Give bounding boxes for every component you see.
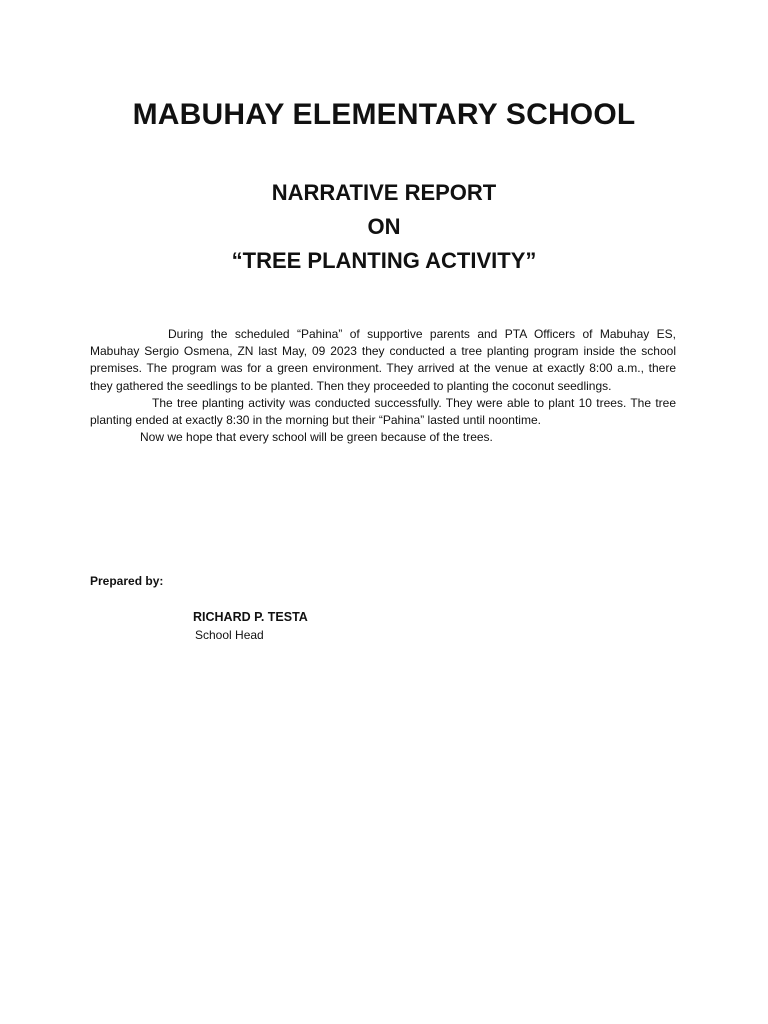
paragraph-2: The tree planting activity was conducted successfully. They were able to plant 10 trees. The tree planting ended at exactly 8:30 in the morning but their “Pahina” lasted until noontime. xyxy=(90,395,676,428)
report-body xyxy=(90,326,676,446)
school-name-heading: MABUHAY ELEMENTARY SCHOOL xyxy=(132,98,636,131)
signatory-name: RICHARD P. TESTA xyxy=(193,610,308,624)
title-line-narrative-report: NARRATIVE REPORT xyxy=(271,180,497,205)
prepared-by-label: Prepared by: xyxy=(90,574,164,588)
report-title xyxy=(0,176,768,278)
title-line-on: ON xyxy=(367,214,401,239)
title-line-activity: “TREE PLANTING ACTIVITY” xyxy=(231,248,537,273)
signatory-position: School Head xyxy=(195,628,264,642)
paragraph-1: During the scheduled “Pahina” of supportive parents and PTA Officers of Mabuhay ES, Mabuhay Sergio Osmena, ZN last May, 09 2023 they conducted a tree planting program inside the school premises. The program was for a green environment. They arrived at the venue at exactly 8:00 a.m., there they gathered the seedlings to be planted. Then they proceeded to planting the coconut seedlings. xyxy=(90,327,676,393)
paragraph-3: Now we hope that every school will be green because of the trees. xyxy=(140,430,493,445)
